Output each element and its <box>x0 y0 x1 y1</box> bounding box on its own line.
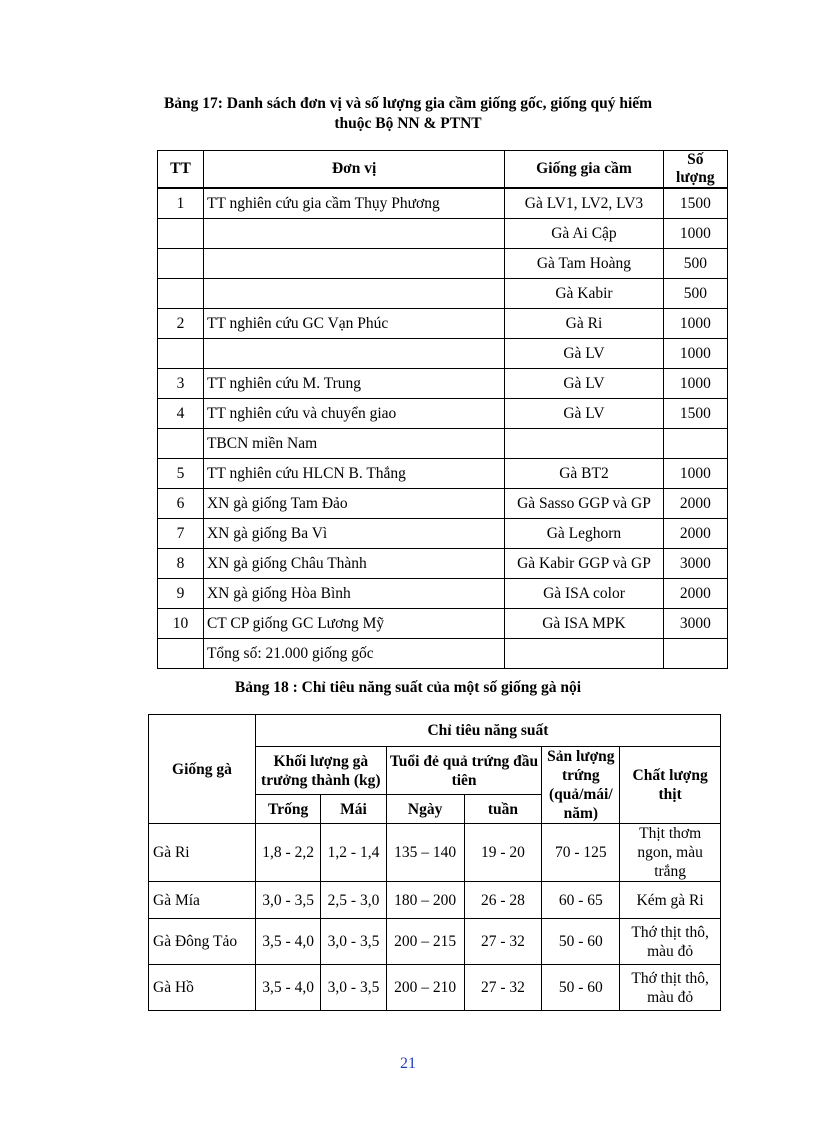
table17-cell-quantity: 2000 <box>663 579 727 609</box>
table17-cell-breed: Gà LV1, LV2, LV3 <box>505 188 663 219</box>
table17-cell-tt: 9 <box>158 579 204 609</box>
table18-cell-week: 26 - 28 <box>464 882 542 919</box>
table17-cell-tt: 1 <box>158 188 204 219</box>
table17-cell-tt: 5 <box>158 459 204 489</box>
table17-cell-tt <box>158 429 204 459</box>
table17-cell-breed: Gà Kabir GGP và GP <box>505 549 663 579</box>
table17-row <box>158 519 728 549</box>
table18-cell-male-weight: 3,5 - 4,0 <box>255 919 320 965</box>
table18-row <box>149 882 721 919</box>
table18-cell-quality: Thớ thịt thô, màu đỏ <box>620 965 721 1011</box>
table18-cell-breed: Gà Mía <box>149 882 256 919</box>
table17-title-line2: thuộc Bộ NN & PTNT <box>334 115 482 132</box>
table17-cell-tt <box>158 639 204 669</box>
table17-row <box>158 609 728 639</box>
table17-cell-tt: 4 <box>158 399 204 429</box>
table18-header-quality: Chất lượng thịt <box>620 747 721 824</box>
table18-header-week: tuần <box>464 795 542 824</box>
table17-header-quantity: Số lượng <box>663 151 727 189</box>
table17-row <box>158 489 728 519</box>
table17-row <box>158 279 728 309</box>
table17-cell-unit: TT nghiên cứu gia cầm Thụy Phương <box>203 188 504 219</box>
table17-cell-unit: XN gà giống Châu Thành <box>203 549 504 579</box>
table18-cell-female-weight: 3,0 - 3,5 <box>321 965 386 1011</box>
table18-cell-day: 180 – 200 <box>386 882 464 919</box>
table17-cell-quantity: 1000 <box>663 459 727 489</box>
table17-cell-breed: Gà LV <box>505 369 663 399</box>
table17-cell-breed: Gà LV <box>505 399 663 429</box>
table17-cell-quantity: 1500 <box>663 399 727 429</box>
table17-row <box>158 579 728 609</box>
table18-cell-eggs: 70 - 125 <box>542 824 620 882</box>
table17-cell-tt <box>158 249 204 279</box>
table18-cell-day: 135 – 140 <box>386 824 464 882</box>
table17-cell-unit: XN gà giống Hòa Bình <box>203 579 504 609</box>
table18-header-breed: Giống gà <box>149 715 256 824</box>
table18-title: Bảng 18 : Chỉ tiêu năng suất của một số giống gà nội <box>234 679 582 696</box>
table17-cell-unit <box>203 339 504 369</box>
table17-cell-unit: XN gà giống Tam Đảo <box>203 489 504 519</box>
table17-cell-tt: 6 <box>158 489 204 519</box>
table17-cell-tt: 10 <box>158 609 204 639</box>
table17-header-row <box>158 151 728 189</box>
table17-cell-quantity: 500 <box>663 279 727 309</box>
table18-cell-quality: Thịt thơm ngon, màu trắng <box>620 824 721 882</box>
table17-cell-unit: TT nghiên cứu HLCN B. Thắng <box>203 459 504 489</box>
table18-cell-eggs: 50 - 60 <box>542 919 620 965</box>
table17-row <box>158 309 728 339</box>
table17 <box>157 150 728 669</box>
table18-header-weight: Khối lượng gà trưởng thành (kg) <box>255 747 386 795</box>
table17-cell-unit <box>203 279 504 309</box>
table17-cell-unit: TT nghiên cứu và chuyển giao <box>203 399 504 429</box>
table17-cell-breed: Gà Tam Hoàng <box>505 249 663 279</box>
table18 <box>148 714 721 1011</box>
table17-row <box>158 188 728 219</box>
table17-row <box>158 339 728 369</box>
table17-body <box>158 188 728 669</box>
table18-cell-breed: Gà Ri <box>149 824 256 882</box>
table17-cell-quantity: 1000 <box>663 339 727 369</box>
table17-cell-unit: Tổng số: 21.000 giống gốc <box>203 639 504 669</box>
table17-cell-tt: 7 <box>158 519 204 549</box>
table18-cell-quality: Thớ thịt thô, màu đỏ <box>620 919 721 965</box>
table18-cell-female-weight: 3,0 - 3,5 <box>321 919 386 965</box>
table18-cell-week: 19 - 20 <box>464 824 542 882</box>
table17-cell-quantity: 2000 <box>663 489 727 519</box>
table17-cell-breed: Gà ISA MPK <box>505 609 663 639</box>
table18-body <box>149 824 721 1011</box>
table18-cell-eggs: 50 - 60 <box>542 965 620 1011</box>
table17-cell-tt: 2 <box>158 309 204 339</box>
table18-cell-week: 27 - 32 <box>464 965 542 1011</box>
table17-title-line1: Bảng 17: Danh sách đơn vị và số lượng gia cầm giống gốc, giống quý hiếm <box>163 95 653 112</box>
table17-row <box>158 429 728 459</box>
table18-cell-week: 27 - 32 <box>464 919 542 965</box>
table18-cell-male-weight: 3,5 - 4,0 <box>255 965 320 1011</box>
page-number: 21 <box>400 1055 416 1072</box>
table17-cell-unit: TT nghiên cứu M. Trung <box>203 369 504 399</box>
table17-title <box>0 94 816 134</box>
table18-header-eggs: Sản lượng trứng (quả/mái/ năm) <box>542 747 620 824</box>
table17-cell-breed <box>505 429 663 459</box>
table17-cell-quantity: 3000 <box>663 609 727 639</box>
table18-cell-male-weight: 3,0 - 3,5 <box>255 882 320 919</box>
table18-cell-breed: Gà Đông Tảo <box>149 919 256 965</box>
table17-cell-unit: TT nghiên cứu GC Vạn Phúc <box>203 309 504 339</box>
table17-row <box>158 219 728 249</box>
table17-cell-quantity: 1500 <box>663 188 727 219</box>
table17-row <box>158 249 728 279</box>
table17-cell-tt: 8 <box>158 549 204 579</box>
table17-cell-unit: CT CP giống GC Lương Mỹ <box>203 609 504 639</box>
table18-row <box>149 965 721 1011</box>
table17-cell-unit: TBCN miền Nam <box>203 429 504 459</box>
table18-header-day: Ngày <box>386 795 464 824</box>
table17-cell-quantity: 500 <box>663 249 727 279</box>
table17-row <box>158 639 728 669</box>
table17-cell-breed: Gà ISA color <box>505 579 663 609</box>
table17-cell-quantity <box>663 429 727 459</box>
table17-cell-unit <box>203 249 504 279</box>
table18-cell-breed: Gà Hồ <box>149 965 256 1011</box>
table18-header-indicators: Chỉ tiêu năng suất <box>255 715 720 747</box>
table17-cell-quantity <box>663 639 727 669</box>
table18-cell-female-weight: 1,2 - 1,4 <box>321 824 386 882</box>
table18-cell-female-weight: 2,5 - 3,0 <box>321 882 386 919</box>
table17-cell-unit: XN gà giống Ba Vì <box>203 519 504 549</box>
table17-cell-quantity: 2000 <box>663 519 727 549</box>
table17-cell-breed: Gà LV <box>505 339 663 369</box>
table17-cell-quantity: 3000 <box>663 549 727 579</box>
table17-cell-quantity: 1000 <box>663 309 727 339</box>
table17-row <box>158 399 728 429</box>
table18-cell-quality: Kém gà Ri <box>620 882 721 919</box>
table18-cell-eggs: 60 - 65 <box>542 882 620 919</box>
table18-header-age: Tuổi đẻ quả trứng đầu tiên <box>386 747 542 795</box>
table18-row <box>149 919 721 965</box>
table17-row <box>158 549 728 579</box>
table17-cell-tt: 3 <box>158 369 204 399</box>
table17-cell-tt <box>158 339 204 369</box>
table17-cell-breed: Gà Kabir <box>505 279 663 309</box>
table17-cell-tt <box>158 279 204 309</box>
table17-header-breed: Giống gia cầm <box>505 151 663 189</box>
table17-cell-breed: Gà BT2 <box>505 459 663 489</box>
table17-cell-breed: Gà Leghorn <box>505 519 663 549</box>
table18-cell-male-weight: 1,8 - 2,2 <box>255 824 320 882</box>
table18-header-female: Mái <box>321 795 386 824</box>
table18-header-male: Trống <box>255 795 320 824</box>
table17-cell-breed: Gà Ri <box>505 309 663 339</box>
table17-header-unit: Đơn vị <box>203 151 504 189</box>
table17-cell-unit <box>203 219 504 249</box>
table18-row <box>149 824 721 882</box>
table17-header-tt: TT <box>158 151 204 189</box>
table17-cell-breed: Gà Sasso GGP và GP <box>505 489 663 519</box>
table18-cell-day: 200 – 215 <box>386 919 464 965</box>
table17-cell-breed <box>505 639 663 669</box>
table17-cell-tt <box>158 219 204 249</box>
table18-header-row-1 <box>149 715 721 747</box>
table17-cell-quantity: 1000 <box>663 219 727 249</box>
table17-cell-quantity: 1000 <box>663 369 727 399</box>
table17-row <box>158 459 728 489</box>
table17-row <box>158 369 728 399</box>
table17-cell-breed: Gà Ai Cập <box>505 219 663 249</box>
table18-cell-day: 200 – 210 <box>386 965 464 1011</box>
